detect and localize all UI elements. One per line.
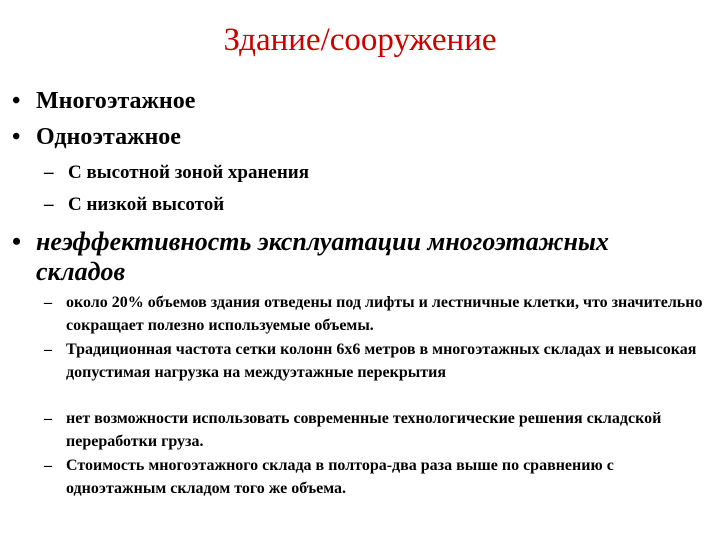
dash-icon: – bbox=[44, 294, 52, 311]
slide-title: Здание/сооружение bbox=[223, 22, 497, 58]
dash-icon: – bbox=[44, 457, 52, 474]
subitem-column-grid bbox=[44, 338, 716, 384]
dash-icon: – bbox=[44, 341, 52, 358]
bullet-icon: • bbox=[12, 124, 21, 150]
subitem-text: около 20% объемов здания отведены под лифты и лестничные клетки, что значительно сокращает полезно используемые объемы. bbox=[66, 294, 703, 334]
dash-icon: – bbox=[44, 162, 54, 183]
bullet-text: Многоэтажное bbox=[36, 88, 196, 114]
subitem-text: Стоимость многоэтажного склада в полтора-два раза выше по сравнению с одноэтажным складом того же объема. bbox=[66, 457, 614, 497]
subitem-elevators bbox=[44, 291, 716, 337]
subitem-text: Традиционная частота сетки колонн 6х6 метров в многоэтажных складах и невысокая допустимая нагрузка на междуэтажные перекрытия bbox=[66, 341, 697, 381]
bullet-text: неэффективность эксплуатации многоэтажных складов bbox=[36, 227, 609, 286]
subitem-technology bbox=[44, 407, 716, 453]
bullet-item-inefficiency bbox=[12, 227, 702, 287]
bullet-icon: • bbox=[12, 227, 22, 256]
dash-icon: – bbox=[44, 194, 54, 215]
subitem-text: С низкой высотой bbox=[68, 194, 225, 215]
bullet-text: Одноэтажное bbox=[36, 124, 181, 150]
bullet-icon: • bbox=[12, 88, 21, 114]
subitem-cost bbox=[44, 454, 716, 500]
dash-icon: – bbox=[44, 410, 52, 427]
subitem-text: С высотной зоной хранения bbox=[68, 162, 310, 183]
subitem-text: нет возможности использовать современные технологические решения складской переработки груза. bbox=[66, 410, 662, 450]
